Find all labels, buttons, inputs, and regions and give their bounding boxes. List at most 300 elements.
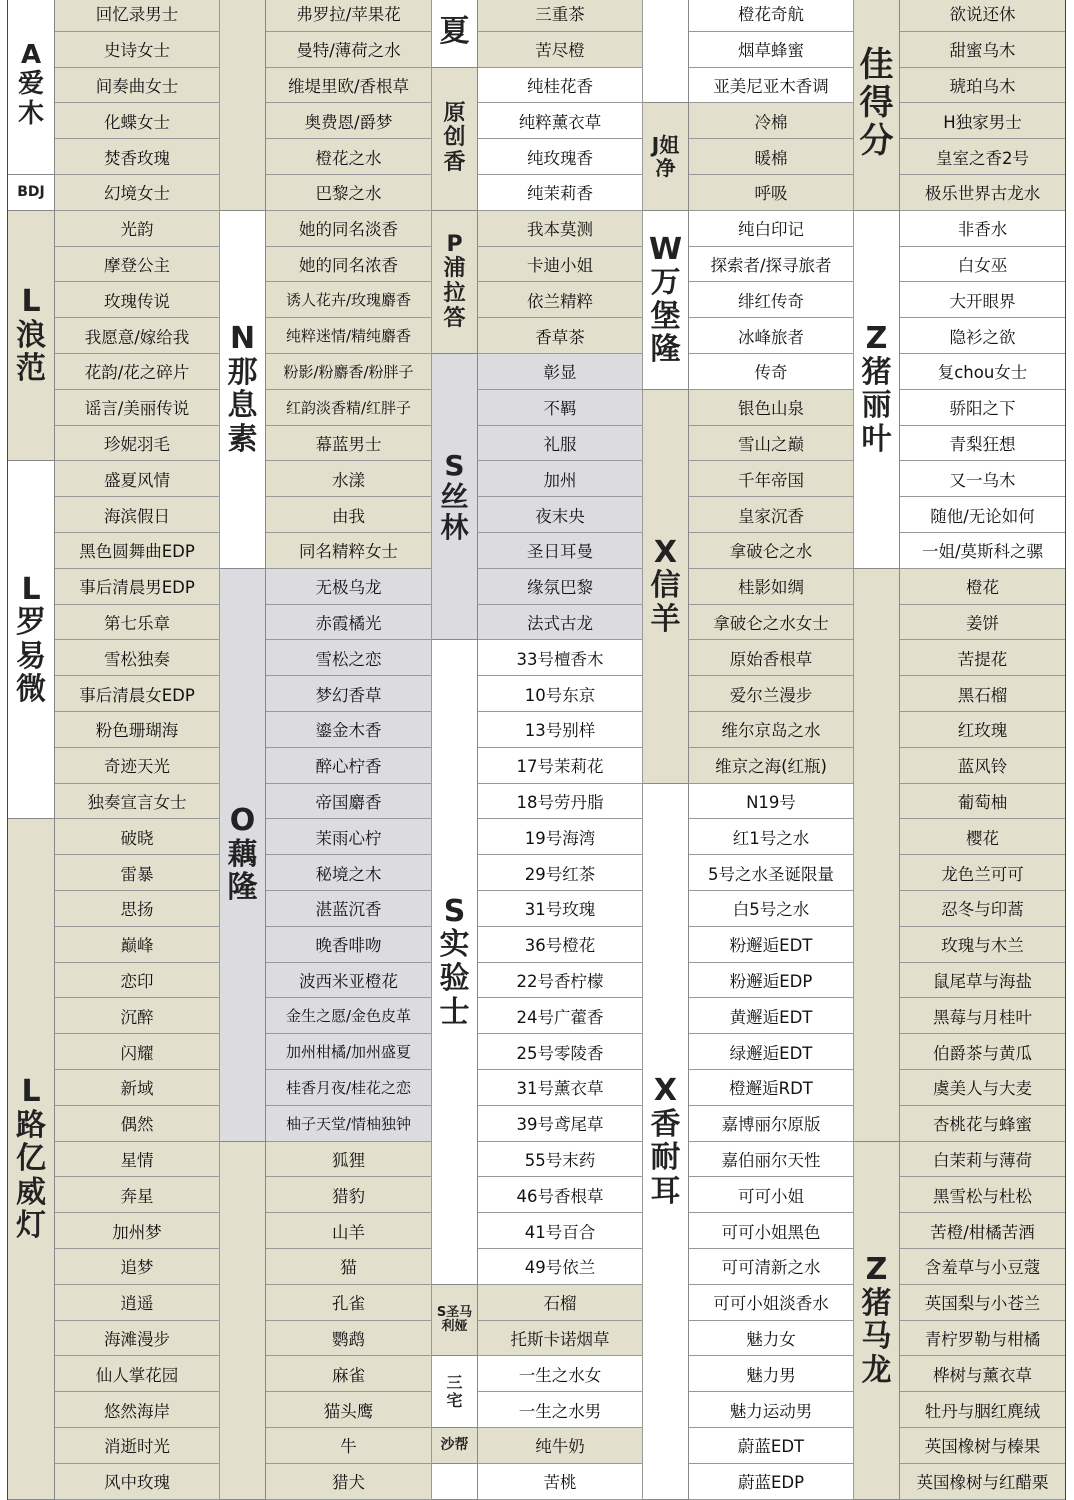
- product-cell: 牡丹与胭红麂绒: [900, 1392, 1066, 1428]
- brand-label: [432, 0, 478, 68]
- product-cell: 欲说还休: [900, 0, 1066, 32]
- product-cell: 玫瑰与木兰: [900, 927, 1066, 963]
- product-cell: 猫: [266, 1249, 432, 1285]
- product-cell: 忍冬与印蒿: [900, 891, 1066, 927]
- table-border: [7, 0, 8, 1500]
- product-cell: 烟草蜂蜜: [689, 32, 854, 68]
- product-cell: 我愿意/嫁给我: [55, 318, 220, 354]
- product-cell: 不羁: [478, 390, 643, 426]
- product-cell: 41号百合: [478, 1213, 643, 1249]
- product-cell: 偶然: [55, 1106, 220, 1142]
- brand-label-line: 微: [16, 672, 46, 708]
- brand-label-line: 香: [650, 1106, 681, 1142]
- product-cell: 红韵淡香精/红胖子: [266, 390, 432, 426]
- product-cell: 绯红传奇: [689, 282, 854, 318]
- product-cell: 悠然海岸: [55, 1392, 220, 1428]
- product-cell: 极乐世界古龙水: [900, 175, 1066, 211]
- brand-label-line: S圣马: [436, 1304, 473, 1320]
- product-cell: 雪松独奏: [55, 640, 220, 676]
- product-cell: 一姐/莫斯科之骡: [900, 533, 1066, 569]
- product-cell: 花韵/花之碎片: [55, 354, 220, 390]
- brand-label-line: BDJ: [17, 183, 45, 200]
- brand-label: [643, 211, 689, 390]
- product-cell: 玫瑰传说: [55, 282, 220, 318]
- product-cell: 消逝时光: [55, 1428, 220, 1464]
- product-cell: 幕蓝男士: [266, 426, 432, 462]
- product-cell: 爱尔兰漫步: [689, 676, 854, 712]
- product-cell: 杏桃花与蜂蜜: [900, 1106, 1066, 1142]
- product-cell: 由我: [266, 497, 432, 533]
- brand-label-line: 浦: [443, 256, 466, 282]
- product-cell: 姜饼: [900, 605, 1066, 641]
- product-cell: H独家男士: [900, 103, 1066, 139]
- product-cell: 随他/无论如何: [900, 497, 1066, 533]
- brand-label: [220, 1142, 266, 1500]
- brand-label-line: 丽: [861, 388, 892, 424]
- table-border: [1065, 0, 1066, 1500]
- product-cell: 加州梦: [55, 1213, 220, 1249]
- brand-label-line: 净: [655, 155, 676, 180]
- product-cell: 传奇: [689, 354, 854, 390]
- product-cell: 英国橡树与红醋栗: [900, 1464, 1066, 1500]
- brand-label: [432, 1356, 478, 1428]
- brand-label-line: 丝: [440, 480, 469, 514]
- brand-label-line: 羊: [650, 601, 681, 637]
- brand-label-line: 宅: [446, 1390, 463, 1410]
- product-cell: 一生之水男: [478, 1392, 643, 1428]
- brand-label-line: 马: [861, 1319, 892, 1355]
- product-cell: 牛: [266, 1428, 432, 1464]
- product-cell: 亚美尼亚木香调: [689, 68, 854, 104]
- product-cell: 千年帝国: [689, 461, 854, 497]
- product-cell: 珍妮羽毛: [55, 426, 220, 462]
- product-cell: 维尔京岛之水: [689, 712, 854, 748]
- brand-label: [432, 68, 478, 211]
- product-cell: 星情: [55, 1142, 220, 1178]
- brand-label-line: 拉: [443, 280, 466, 306]
- product-cell: 青柠罗勒与柑橘: [900, 1321, 1066, 1357]
- product-cell: 晚香啡吻: [266, 927, 432, 963]
- brand-label-line: X: [653, 534, 678, 570]
- brand-label-line: X: [653, 1072, 678, 1108]
- product-cell: 梦幻香草: [266, 676, 432, 712]
- brand-label-line: 利娅: [441, 1319, 468, 1335]
- product-cell: 卡迪小姐: [478, 247, 643, 283]
- product-cell: 橙邂逅RDT: [689, 1070, 854, 1106]
- product-cell: 缘氛巴黎: [478, 569, 643, 605]
- product-cell: 桦树与薰衣草: [900, 1356, 1066, 1392]
- product-cell: 可可小姐黑色: [689, 1213, 854, 1249]
- product-cell: 茉雨心柠: [266, 819, 432, 855]
- product-cell: 伯爵茶与黄瓜: [900, 1034, 1066, 1070]
- product-cell: 独奏宣言女士: [55, 784, 220, 820]
- product-cell: 鹦鹉: [266, 1321, 432, 1357]
- product-cell: 冷棉: [689, 103, 854, 139]
- product-cell: 冰峰旅者: [689, 318, 854, 354]
- product-cell: 粉色珊瑚海: [55, 712, 220, 748]
- product-cell: 龙色兰可可: [900, 855, 1066, 891]
- product-cell: 法式古龙: [478, 605, 643, 641]
- product-cell: 水漾: [266, 461, 432, 497]
- brand-label-line: 得: [859, 82, 894, 123]
- product-cell: 闪耀: [55, 1034, 220, 1070]
- product-cell: 苦橙/柑橘苦酒: [900, 1213, 1066, 1249]
- product-cell: 黑雪松与杜松: [900, 1177, 1066, 1213]
- product-cell: 纯桂花香: [478, 68, 643, 104]
- product-cell: 风中玫瑰: [55, 1464, 220, 1500]
- product-cell: 绿邂逅EDT: [689, 1034, 854, 1070]
- product-cell: 加州: [478, 461, 643, 497]
- product-cell: 海滩漫步: [55, 1321, 220, 1357]
- product-cell: 樱花: [900, 819, 1066, 855]
- product-cell: 湛蓝沉香: [266, 891, 432, 927]
- brand-label-line: 素: [227, 421, 258, 457]
- product-cell: 间奏曲女士: [55, 68, 220, 104]
- product-cell: 雷暴: [55, 855, 220, 891]
- brand-label-line: 罗: [16, 605, 46, 641]
- product-cell: 可可小姐淡香水: [689, 1285, 854, 1321]
- brand-label: [432, 354, 478, 640]
- brand-label: [8, 175, 55, 211]
- brand-label-line: 藕: [227, 836, 258, 872]
- product-cell: 鼠尾草与海盐: [900, 963, 1066, 999]
- brand-label-line: N: [229, 321, 256, 357]
- product-cell: 蔚蓝EDP: [689, 1464, 854, 1500]
- product-cell: 隐衫之欲: [900, 318, 1066, 354]
- product-cell: 摩登公主: [55, 247, 220, 283]
- product-cell: 桂香月夜/桂花之恋: [266, 1070, 432, 1106]
- product-cell: 帝国麝香: [266, 784, 432, 820]
- product-cell: 狐狸: [266, 1142, 432, 1178]
- brand-label-line: 答: [443, 305, 466, 331]
- product-cell: 雪松之恋: [266, 640, 432, 676]
- product-cell: 山羊: [266, 1213, 432, 1249]
- product-cell: 纯粹薰衣草: [478, 103, 643, 139]
- product-cell: 白茉莉与薄荷: [900, 1142, 1066, 1178]
- brand-label-line: P: [446, 231, 463, 257]
- product-cell: 思扬: [55, 891, 220, 927]
- product-cell: 化蝶女士: [55, 103, 220, 139]
- brand-label-line: 夏: [439, 13, 470, 49]
- product-cell: 皇家沉香: [689, 497, 854, 533]
- product-cell: 幻境女士: [55, 175, 220, 211]
- product-cell: 彰显: [478, 354, 643, 390]
- brand-label: [220, 0, 266, 211]
- brand-label-line: 原: [443, 100, 466, 126]
- brand-label-line: 沙帮: [440, 1436, 469, 1453]
- product-cell: 礼服: [478, 426, 643, 462]
- product-cell: 甜蜜乌木: [900, 32, 1066, 68]
- product-cell: 拿破仑之水女士: [689, 605, 854, 641]
- product-cell: 依兰精粹: [478, 282, 643, 318]
- brand-label-line: 范: [16, 351, 46, 387]
- brand-label-line: 万: [650, 265, 681, 301]
- product-cell: 雪山之巅: [689, 426, 854, 462]
- product-cell: 39号鸢尾草: [478, 1106, 643, 1142]
- product-cell: 黑莓与月桂叶: [900, 998, 1066, 1034]
- brand-label: [8, 211, 55, 462]
- product-cell: 逍遥: [55, 1285, 220, 1321]
- brand-label-line: 猪: [861, 1285, 892, 1321]
- product-cell: 嘉博丽尔原版: [689, 1106, 854, 1142]
- product-cell: 拿破仑之水: [689, 533, 854, 569]
- product-cell: 皇室之香2号: [900, 139, 1066, 175]
- product-cell: 复chou女士: [900, 354, 1066, 390]
- brand-label-line: L: [21, 1074, 41, 1109]
- product-cell: 苦提花: [900, 640, 1066, 676]
- product-cell: 猎犬: [266, 1464, 432, 1500]
- product-cell: 香草茶: [478, 318, 643, 354]
- product-cell: 19号海湾: [478, 819, 643, 855]
- product-cell: 仙人掌花园: [55, 1356, 220, 1392]
- product-cell: 46号香根草: [478, 1177, 643, 1213]
- product-cell: 非香水: [900, 211, 1066, 247]
- product-cell: 事后清晨女EDP: [55, 676, 220, 712]
- product-cell: 骄阳之下: [900, 390, 1066, 426]
- product-cell: 虞美人与大麦: [900, 1070, 1066, 1106]
- brand-label-line: 易: [16, 638, 46, 674]
- product-cell: 黄邂逅EDT: [689, 998, 854, 1034]
- brand-label-line: 木: [17, 98, 44, 129]
- brand-label: [220, 211, 266, 569]
- brand-label-line: O: [229, 803, 256, 839]
- brand-label-line: 士: [439, 994, 470, 1030]
- brand-label: [432, 640, 478, 1284]
- brand-label-line: 隆: [650, 332, 681, 368]
- product-cell: 10号东京: [478, 676, 643, 712]
- product-cell: 金生之愿/金色皮革: [266, 998, 432, 1034]
- product-cell: 麻雀: [266, 1356, 432, 1392]
- product-cell: 粉邂逅EDT: [689, 927, 854, 963]
- product-cell: 奥费恩/爵梦: [266, 103, 432, 139]
- product-cell: 沉醉: [55, 998, 220, 1034]
- product-cell: 她的同名淡香: [266, 211, 432, 247]
- product-cell: 5号之水圣诞限量: [689, 855, 854, 891]
- product-cell: 36号橙花: [478, 927, 643, 963]
- product-cell: 可可小姐: [689, 1177, 854, 1213]
- product-cell: 破晓: [55, 819, 220, 855]
- product-cell: 苦桃: [478, 1464, 643, 1500]
- product-cell: 英国橡树与榛果: [900, 1428, 1066, 1464]
- product-cell: 18号劳丹脂: [478, 784, 643, 820]
- product-cell: 青梨狂想: [900, 426, 1066, 462]
- product-cell: 31号玫瑰: [478, 891, 643, 927]
- brand-label: [432, 1285, 478, 1357]
- brand-label-line: 分: [859, 120, 894, 161]
- product-cell: 呼吸: [689, 175, 854, 211]
- product-cell: 事后清晨男EDP: [55, 569, 220, 605]
- product-cell: 黑色圆舞曲EDP: [55, 533, 220, 569]
- brand-label-line: 创: [443, 125, 466, 151]
- product-cell: 焚香玫瑰: [55, 139, 220, 175]
- brand-label: [854, 211, 900, 569]
- product-cell: 49号依兰: [478, 1249, 643, 1285]
- product-cell: 暖棉: [689, 139, 854, 175]
- product-cell: 托斯卡诺烟草: [478, 1321, 643, 1357]
- brand-label: [8, 819, 55, 1499]
- product-cell: 粉邂逅EDP: [689, 963, 854, 999]
- brand-label: [8, 461, 55, 819]
- brand-label: [643, 103, 689, 210]
- brand-label-line: 叶: [861, 421, 892, 457]
- product-cell: 猫头鹰: [266, 1392, 432, 1428]
- brand-label-line: 威: [16, 1174, 46, 1210]
- product-cell: 维京之海(红瓶): [689, 748, 854, 784]
- product-cell: 13号别样: [478, 712, 643, 748]
- brand-label-line: 信: [650, 568, 681, 604]
- product-cell: 31号薰衣草: [478, 1070, 643, 1106]
- product-cell: 巴黎之水: [266, 175, 432, 211]
- brand-label-line: 龙: [861, 1352, 892, 1388]
- brand-label-line: J姐: [651, 133, 680, 158]
- product-cell: 橙花奇航: [689, 0, 854, 32]
- product-cell: 红玫瑰: [900, 712, 1066, 748]
- product-cell: 三重茶: [478, 0, 643, 32]
- brand-label: [220, 569, 266, 1142]
- brand-label: [643, 0, 689, 103]
- product-cell: 17号茉莉花: [478, 748, 643, 784]
- brand-label-line: W: [648, 231, 683, 267]
- product-cell: 英国梨与小苍兰: [900, 1285, 1066, 1321]
- brand-label-line: 香: [443, 150, 466, 175]
- product-cell: 白女巫: [900, 247, 1066, 283]
- product-cell: 纯茉莉香: [478, 175, 643, 211]
- product-cell: 诱人花卉/玫瑰麝香: [266, 282, 432, 318]
- product-cell: 葡萄柚: [900, 784, 1066, 820]
- product-cell: 含羞草与小豆蔻: [900, 1249, 1066, 1285]
- brand-label: [432, 1464, 478, 1500]
- product-cell: 22号香柠檬: [478, 963, 643, 999]
- brand-label-line: 亿: [16, 1141, 46, 1177]
- brand-label: [8, 0, 55, 175]
- product-cell: 海滨假日: [55, 497, 220, 533]
- brand-label-line: 那: [227, 354, 258, 390]
- product-cell: 纯玫瑰香: [478, 139, 643, 175]
- product-cell: 奔星: [55, 1177, 220, 1213]
- product-cell: 曼特/薄荷之水: [266, 32, 432, 68]
- brand-label-line: 猪: [861, 354, 892, 390]
- product-cell: 魅力男: [689, 1356, 854, 1392]
- product-cell: 纯粹迷情/精纯麝香: [266, 318, 432, 354]
- product-cell: 第七乐章: [55, 605, 220, 641]
- product-cell: 粉影/粉麝香/粉胖子: [266, 354, 432, 390]
- product-cell: 55号末药: [478, 1142, 643, 1178]
- product-cell: 弗罗拉/苹果花: [266, 0, 432, 32]
- product-cell: 一生之水女: [478, 1356, 643, 1392]
- brand-label-line: 爱: [17, 69, 44, 100]
- brand-label-line: 堡: [650, 298, 681, 334]
- product-cell: 石榴: [478, 1285, 643, 1321]
- brand-label-line: 三: [446, 1372, 463, 1392]
- product-cell: 桂影如绸: [689, 569, 854, 605]
- brand-label: [854, 1142, 900, 1500]
- brand-label: [432, 211, 478, 354]
- brand-label-line: 耐: [650, 1140, 681, 1176]
- product-cell: 大开眼界: [900, 282, 1066, 318]
- product-cell: 原始香根草: [689, 640, 854, 676]
- product-cell: 孔雀: [266, 1285, 432, 1321]
- product-cell: 银色山泉: [689, 390, 854, 426]
- product-cell: 橙花之水: [266, 139, 432, 175]
- product-cell: 探索者/探寻旅者: [689, 247, 854, 283]
- product-cell: 圣日耳曼: [478, 533, 643, 569]
- product-cell: 盛夏风情: [55, 461, 220, 497]
- product-cell: 回忆录男士: [55, 0, 220, 32]
- product-cell: 她的同名浓香: [266, 247, 432, 283]
- product-cell: 琥珀乌木: [900, 68, 1066, 104]
- product-cell: 25号零陵香: [478, 1034, 643, 1070]
- brand-label-line: 林: [440, 511, 469, 545]
- product-cell: 新域: [55, 1070, 220, 1106]
- product-cell: 加州柑橘/加州盛夏: [266, 1034, 432, 1070]
- product-cell: 我本莫测: [478, 211, 643, 247]
- product-cell: 苦尽橙: [478, 32, 643, 68]
- product-cell: N19号: [689, 784, 854, 820]
- product-cell: 蓝风铃: [900, 748, 1066, 784]
- product-cell: 魅力女: [689, 1321, 854, 1357]
- product-cell: 红1号之水: [689, 819, 854, 855]
- brand-label-line: S: [444, 448, 465, 482]
- product-cell: 29号红茶: [478, 855, 643, 891]
- brand-label-line: L: [21, 571, 41, 607]
- brand-label-line: 灯: [16, 1208, 46, 1244]
- product-cell: 纯白印记: [689, 211, 854, 247]
- product-cell: 赤霞橘光: [266, 605, 432, 641]
- product-cell: 嘉伯丽尔天性: [689, 1142, 854, 1178]
- brand-label: [854, 0, 900, 211]
- product-cell: 纯牛奶: [478, 1428, 643, 1464]
- brand-label-line: 实: [439, 927, 470, 963]
- brand-label-line: 验: [439, 961, 470, 997]
- brand-label-line: Z: [865, 1251, 888, 1287]
- brand-label-line: 佳: [859, 44, 894, 85]
- product-cell: 同名精粹女士: [266, 533, 432, 569]
- product-cell: 鎏金木香: [266, 712, 432, 748]
- product-cell: 波西米亚橙花: [266, 963, 432, 999]
- product-cell: 蔚蓝EDT: [689, 1428, 854, 1464]
- product-cell: 奇迹天光: [55, 748, 220, 784]
- product-cell: 史诗女士: [55, 32, 220, 68]
- product-cell: 恋印: [55, 963, 220, 999]
- product-cell: 巅峰: [55, 927, 220, 963]
- product-cell: 白5号之水: [689, 891, 854, 927]
- brand-label-line: 隆: [227, 870, 258, 906]
- brand-label-line: 息: [227, 388, 258, 424]
- brand-label-line: Z: [865, 321, 888, 357]
- product-cell: 黑石榴: [900, 676, 1066, 712]
- brand-label: [432, 1428, 478, 1464]
- product-cell: 可可清新之水: [689, 1249, 854, 1285]
- product-cell: 谣言/美丽传说: [55, 390, 220, 426]
- product-cell: 无极乌龙: [266, 569, 432, 605]
- brand-label: [854, 569, 900, 1142]
- brand-label: [643, 784, 689, 1500]
- brand-label-line: 浪: [16, 317, 46, 353]
- product-cell: 光韵: [55, 211, 220, 247]
- brand-label-line: S: [443, 893, 466, 929]
- product-cell: 33号檀香木: [478, 640, 643, 676]
- product-cell: 追梦: [55, 1249, 220, 1285]
- product-cell: 柚子天堂/情柚独钟: [266, 1106, 432, 1142]
- product-cell: 24号广藿香: [478, 998, 643, 1034]
- brand-label: [643, 390, 689, 784]
- brand-label-line: A: [20, 40, 42, 71]
- product-cell: 又一乌木: [900, 461, 1066, 497]
- brand-label-line: L: [21, 284, 41, 320]
- product-cell: 猎豹: [266, 1177, 432, 1213]
- product-cell: 魅力运动男: [689, 1392, 854, 1428]
- product-cell: 夜末央: [478, 497, 643, 533]
